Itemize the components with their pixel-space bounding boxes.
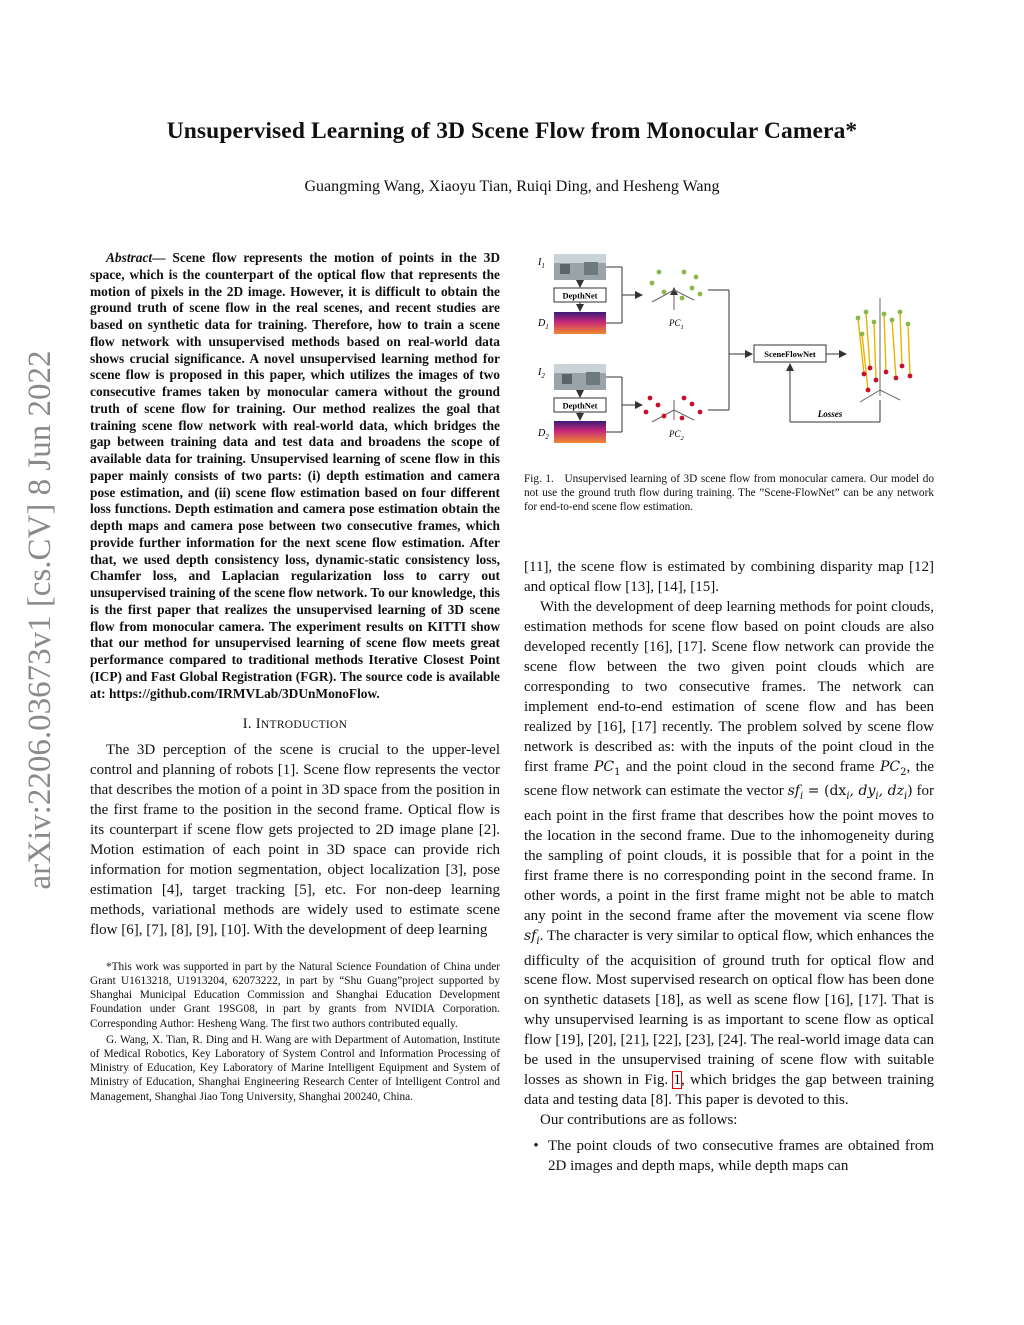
right-paragraph-1: [11], the scene flow is estimated by combining disparity map [12] and optical flow [13], [14], [15]. [524, 559, 934, 595]
math-pc1: $PC_1$ [593, 758, 621, 778]
figure-1-caption [524, 472, 934, 515]
point-cloud-1 [650, 270, 703, 310]
author-list: Guangming Wang, Xiaoyu Tian, Ruiqi Ding, and Hesheng Wang [304, 178, 720, 195]
label-d1: $D_1$ [538, 318, 549, 331]
bullet-icon: • [533, 1138, 539, 1155]
figure-1 [524, 250, 944, 450]
math-sfi: $sf_i$ [524, 927, 540, 947]
right-column [524, 558, 934, 1177]
footnote-affiliation: G. Wang, X. Tian, R. Ding and H. Wang are with Department of Automation, Institute of Medical Robotics, Key Laboratory of System Control and Information Processing of Ministry of Education, Key Laboratory of Marine Intelligent Equipment and System of Ministry of Education, Shanghai Engineering Research Center of Intelligent Control and Management, Shanghai Jiao Tong University, Shanghai 200240, China. [90, 1033, 500, 1103]
footnote-funding: *This work was supported in part by the Natural Science Foundation of China under Grant U1613218, U1913204, 62073222, in part by “Shu Guang”project supported by Shanghai Municipal Education Commission and Shanghai Education Development Foundation under Grant 19SG08, in part by grants from NVIDIA Corporation. Corresponding Author: Hesheng Wang. The first two authors contributed equally. [90, 960, 500, 1030]
label-pc1: $PC_1$ [669, 318, 684, 331]
label-i2: $I_2$ [538, 367, 545, 380]
figure-1-link[interactable]: 1 [673, 1072, 681, 1089]
svg-text:DepthNet: DepthNet [562, 290, 598, 301]
depth-map-1 [554, 312, 606, 334]
depth-map-2 [554, 421, 606, 443]
paper-title: Unsupervised Learning of 3D Scene Flow from Monocular Camera* [166, 118, 858, 144]
contribution-bullet-1: • The point clouds of two consecutive frames are obtained from 2D images and depth maps, while depth maps can [524, 1137, 934, 1177]
caption-text: Unsupervised learning of 3D scene flow from monocular camera. Our model do not use the ground truth flow during training. The ”Scene-FlowNet” can be any network for end-to-end scene flow estimation. [524, 473, 935, 514]
math-sf-equation: $sf_i = (dx_i$, $dy_i$, $dz_i$) [787, 783, 913, 803]
right-paragraph-2: With the development of deep learning methods for point clouds, estimation methods for scene flow based on point clouds are also developed recently [16], [17]. Scene flow network can provide the scene flow between the two given point clouds which are corresponding to two consecutive frames. The network can implement end-to-end estimation of scene flow and has been realized by [16], [17] recently. The problem solved by scene flow network is described as: with the inputs of the point cloud in the first frame $PC_1$ and the point cloud in the second frame $PC_2$, the scene flow network can estimate the vector $sf_i = (dx_i$, $dy_i$, $dz_i$) for each point in the first frame that describes how the point moves to the location in the second frame. Due to the inhomogeneity during the sampling of point clouds, it is possible that for a point in the first frame there is no corresponding point in the second frame. In other words, a point in the first frame might not be able to match any point in the second frame after the movement via scene flow $sf_i$. The character is very similar to optical flow, which enhances the difficulty of the acquisition of ground truth for optical flow and scene flow. Most supervised research on optical flow has been done on synthetic datasets [18], as well as scene flow [16], [17]. That is why unsupervised learning is as important to scene flow as optical flow [19], [20], [21], [22], [23], [24]. The real-world image data can be used in the unsupervised training of scene flow with suitable losses as shown in Fig. 1, which bridges the gap between training data and testing data [8]. This paper is devoted to this. [524, 598, 935, 1109]
abstract-text: — Scene flow represents the motion of points in the 3D space, which is the counterpart of the optical flow that represents the motion of pixels in the 2D image. However, it is difficult to obtain the ground truth of scene flow in the real scenes, and recent studies are based on synthetic data for training. Therefore, how to train a scene flow network with unsupervised methods based on real-world data shows crucial significance. A novel unsupervised learning method for scene flow is proposed in this paper, which utilizes the images of two consecutive frames taken by monocular camera without the ground truth of scene flow for training. Our method realizes the goal that training scene flow network with real-world data, which bridges the gap between training data and test data and broadens the scope of available data for training. Unsupervised learning of scene flow in this paper mainly consists of two parts: (i) depth estimation and camera pose estimation, and (ii) scene flow estimation based on four different loss functions. Depth estimation and camera pose estimation obtain the depth maps and camera pose between two consecutive frames, which provide further information for the next scene flow estimation. After that, we used depth consistency loss, dynamic-static consistency loss, Chamfer loss, and Laplacian regularization loss to carry out unsupervised training of the scene flow network. To our knowledge, this is the first paper that realizes the unsupervised learning of 3D scene flow from monocular camera. The experiment results on KITTI show that our method for unsupervised learning of scene flow meets great performance compared to traditional methods Iterative Closest Point (ICP) and Fast Global Registration (FGR). The source code is available at: https://github.com/IRMVLab/3DUnMonoFlow. [90, 250, 500, 701]
label-d2: $D_2$ [538, 428, 549, 441]
figure-1-diagram [524, 250, 944, 450]
abstract [90, 250, 500, 702]
label-pc2: $PC_2$ [669, 429, 684, 442]
math-pc2: $PC_2$ [879, 758, 907, 778]
arxiv-identifier: arXiv:2206.03673v1 [cs.CV] 8 Jun 2022 [22, 350, 58, 890]
svg-text:SceneFlowNet: SceneFlowNet [764, 349, 816, 359]
intro-paragraph-1: The 3D perception of the scene is crucial to the upper-level control and planning of robots [1]. Scene flow represents the vector that describes the motion of a point in 3D space from the position in the first frame to the position in the second frame. Optical flow is its counterpart if scene flow gets projected to 2D image plane [2]. Motion estimation of each point in 3D space can provide rich information for motion segmentation, object localization [3], pose estimation [4], target tracking [5], etc. For non-deep learning methods, variational methods are widely used to estimate scene flow [6], [7], [8], [9], [10]. With the development of deep learning [90, 742, 500, 938]
point-cloud-2 [644, 396, 703, 422]
abstract-label: Abstract [106, 250, 153, 265]
label-losses: Losses [817, 409, 843, 419]
scene-flow-result [856, 298, 913, 402]
caption-label: Fig. 1. [524, 473, 554, 485]
section-heading-introduction: I. INTRODUCTION [242, 716, 348, 733]
right-paragraph-3: Our contributions are as follows: [540, 1112, 738, 1129]
svg-text:DepthNet: DepthNet [562, 400, 598, 411]
label-i1: $I_1$ [538, 257, 545, 270]
left-column [90, 250, 500, 1104]
